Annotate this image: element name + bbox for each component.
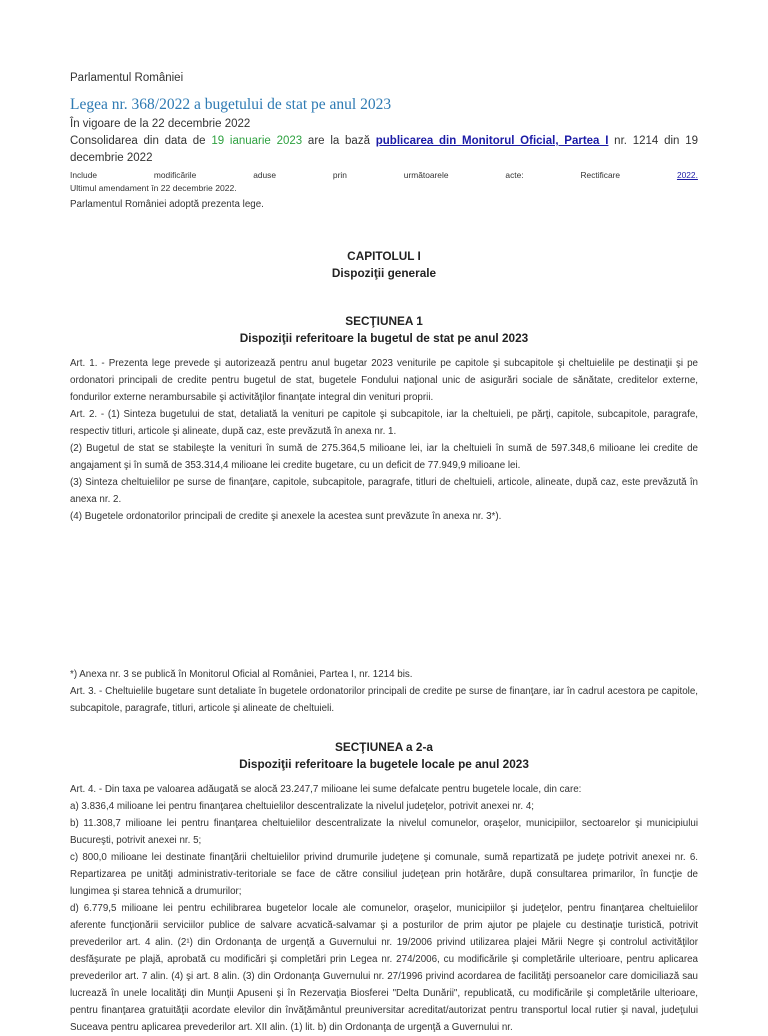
section-title: Dispoziţii referitoare la bugetul de stat pe anul 2023	[239, 331, 529, 345]
chapter-title: Dispoziţii generale	[331, 266, 437, 280]
article-2-par-4: (4) Bugetele ordonatorilor principali de credite şi anexele la acestea sunt prevăzute în anexa nr. 3*).	[70, 511, 502, 522]
includes-word: următoarele	[403, 170, 449, 180]
section1-articles	[70, 355, 698, 525]
article-1: Art. 1. - Prezenta lege prevede şi autorizează pentru anul bugetar 2023 veniturile pe capitole şi subcapitole şi cheltuielile pe destinaţii şi pe ordonatori principali de credite pentru bugetul de stat, bugetele Fondului naţional unic de asigurări sociale de sănătate, creditelor externe, fondurilor externe nerambursabile şi activităţilor finanţate integral din venituri proprii.	[70, 358, 698, 403]
includes-word: acte:	[505, 170, 524, 180]
includes-word: aduse	[253, 170, 277, 180]
article-4-letter-c: c) 800,0 milioane lei destinate finanţării cheltuielilor privind drumurile judeţene şi comunale, sumă repartizată pe judeţe potrivit anexei nr. 6. Repartizarea pe unităţi administrativ-teritoriale se face de către consiliul judeţean prin hotărâre, după consultarea primarilor, în funcţie de lungimea şi starea tehnică a drumurilor;	[70, 852, 698, 897]
article-4-letter-b: b) 11.308,7 milioane lei pentru finanţarea cheltuielilor descentralizate la nivelul comunelor, oraşelor, municipiilor, sectoarelor şi municipiului Bucureşti, potrivit anexei nr. 5;	[70, 818, 698, 846]
rectification-link[interactable]: 2022.	[676, 170, 698, 180]
article-2-par-1: Art. 2. - (1) Sinteza bugetului de stat, detaliată la venituri pe capitole şi subcapitole, iar la cheltuieli, pe părţi, capitole, subcapitole, paragrafe, respectiv titluri, articole şi alineate, după caz, este prevăzută în anexa nr. 1.	[70, 409, 698, 437]
section-title: Dispoziţii referitoare la bugetele locale pe anul 2023	[239, 757, 529, 771]
consolidation-suffix: nr. 1214 din 19 decembrie 2022	[70, 135, 698, 164]
consolidation-mid: are la bază	[302, 135, 376, 147]
article-4: Art. 4. - Din taxa pe valoarea adăugată se alocă 23.247,7 milioane lei sume defalcate pentru bugetele locale, din care:	[70, 784, 582, 795]
includes-line	[70, 168, 698, 182]
law-title: Legea nr. 368/2022 a bugetului de stat pe anul 2023	[70, 96, 392, 113]
article-2-par-2: (2) Bugetul de stat se stabileşte la venituri în sumă de 275.364,5 milioane lei, iar la cheltuieli în sumă de 597.348,6 milioane lei credite de angajament şi în sumă de 353.314,4 milioane lei credite bugetare, cu un deficit de 77.949,9 milioane lei.	[70, 443, 698, 471]
parliament-label: Parlamentul României	[70, 72, 184, 84]
in-force-date: În vigoare de la 22 decembrie 2022	[70, 118, 251, 130]
article-4-letter-d: d) 6.779,5 milioane lei pentru echilibrarea bugetelor locale ale comunelor, oraşelor, municipiilor şi judeţelor, pentru finanţarea cheltuielilor aferente funcţionării serviciilor publice de salvare acvatică-salvamar şi a posturilor de prim ajutor pe plajele cu destinaţie turistică, potrivit prevederilor art. 4 alin. (2¹) din Ordonanţa de urgenţă a Guvernului nr. 19/2006 privind utilizarea plajei Mării Negre şi controlul activităţilor desfăşurate pe plajă, aprobată cu modificări şi completări prin Legea nr. 274/2006, cu modificările şi completările ulterioare, pentru aplicarea prevederilor art. 7 alin. (4) şi art. 8 alin. (3) din Ordonanţa Guvernului nr. 27/1996 privind acordarea de facilităţi persoanelor care domiciliază sau lucrează în unele localităţi din Munţii Apuseni şi în Rezervaţia Biosferei "Delta Dunării", republicată, cu modificările şi completările ulterioare, pentru finanţarea gratuităţii acordate elevilor din învăţământul preuniversitar acreditat/autorizat pentru transportul local rutier şi naval, judeţului Suceava pentru aplicarea prevederilor art. XII alin. (1) lit. b) din Ordonanţa de urgenţă a Guvernului nr.	[70, 903, 698, 1033]
consolidation-line	[70, 133, 698, 167]
section2-articles	[70, 781, 698, 1036]
includes-word: Include	[70, 170, 98, 180]
official-gazette-link[interactable]: publicarea din Monitorul Oficial, Partea I	[375, 135, 609, 147]
consolidation-date: 19 ianuarie 2023	[211, 135, 303, 147]
includes-word: Rectificare	[580, 170, 621, 180]
article-3: Art. 3. - Cheltuielile bugetare sunt detaliate în bugetele ordonatorilor principali de credite pe surse de finanţare, iar în cadrul acestora pe capitole, subcapitole, paragrafe, titluri, articole şi alineate de cheltuieli.	[70, 686, 698, 714]
section-number: SECŢIUNEA a 2-a	[335, 740, 433, 754]
consolidation-info	[70, 116, 698, 213]
chapter-number: CAPITOLUL I	[347, 249, 421, 263]
consolidation-prefix: Consolidarea din data de	[70, 135, 212, 147]
includes-word: prin	[332, 170, 347, 180]
last-amendment: Ultimul amendament în 22 decembrie 2022.	[70, 183, 237, 193]
section-number: SECŢIUNEA 1	[345, 314, 423, 328]
article-4-letter-a: a) 3.836,4 milioane lei pentru finanţarea cheltuielilor descentralizate la nivelul judeţelor, potrivit anexei nr. 4;	[70, 801, 534, 812]
adoption-statement: Parlamentul României adoptă prezenta lege.	[70, 199, 264, 210]
includes-word: modificările	[153, 170, 197, 180]
article-2-par-3: (3) Sinteza cheltuielilor pe surse de finanţare, capitole, subcapitole, paragrafe, titluri de cheltuieli, articole, alineate, după caz, este prevăzută în anexa nr. 2.	[70, 477, 698, 505]
footnote: *) Anexa nr. 3 se publică în Monitorul Oficial al României, Partea I, nr. 1214 bis.	[70, 669, 413, 680]
section1-footnote	[70, 666, 698, 717]
